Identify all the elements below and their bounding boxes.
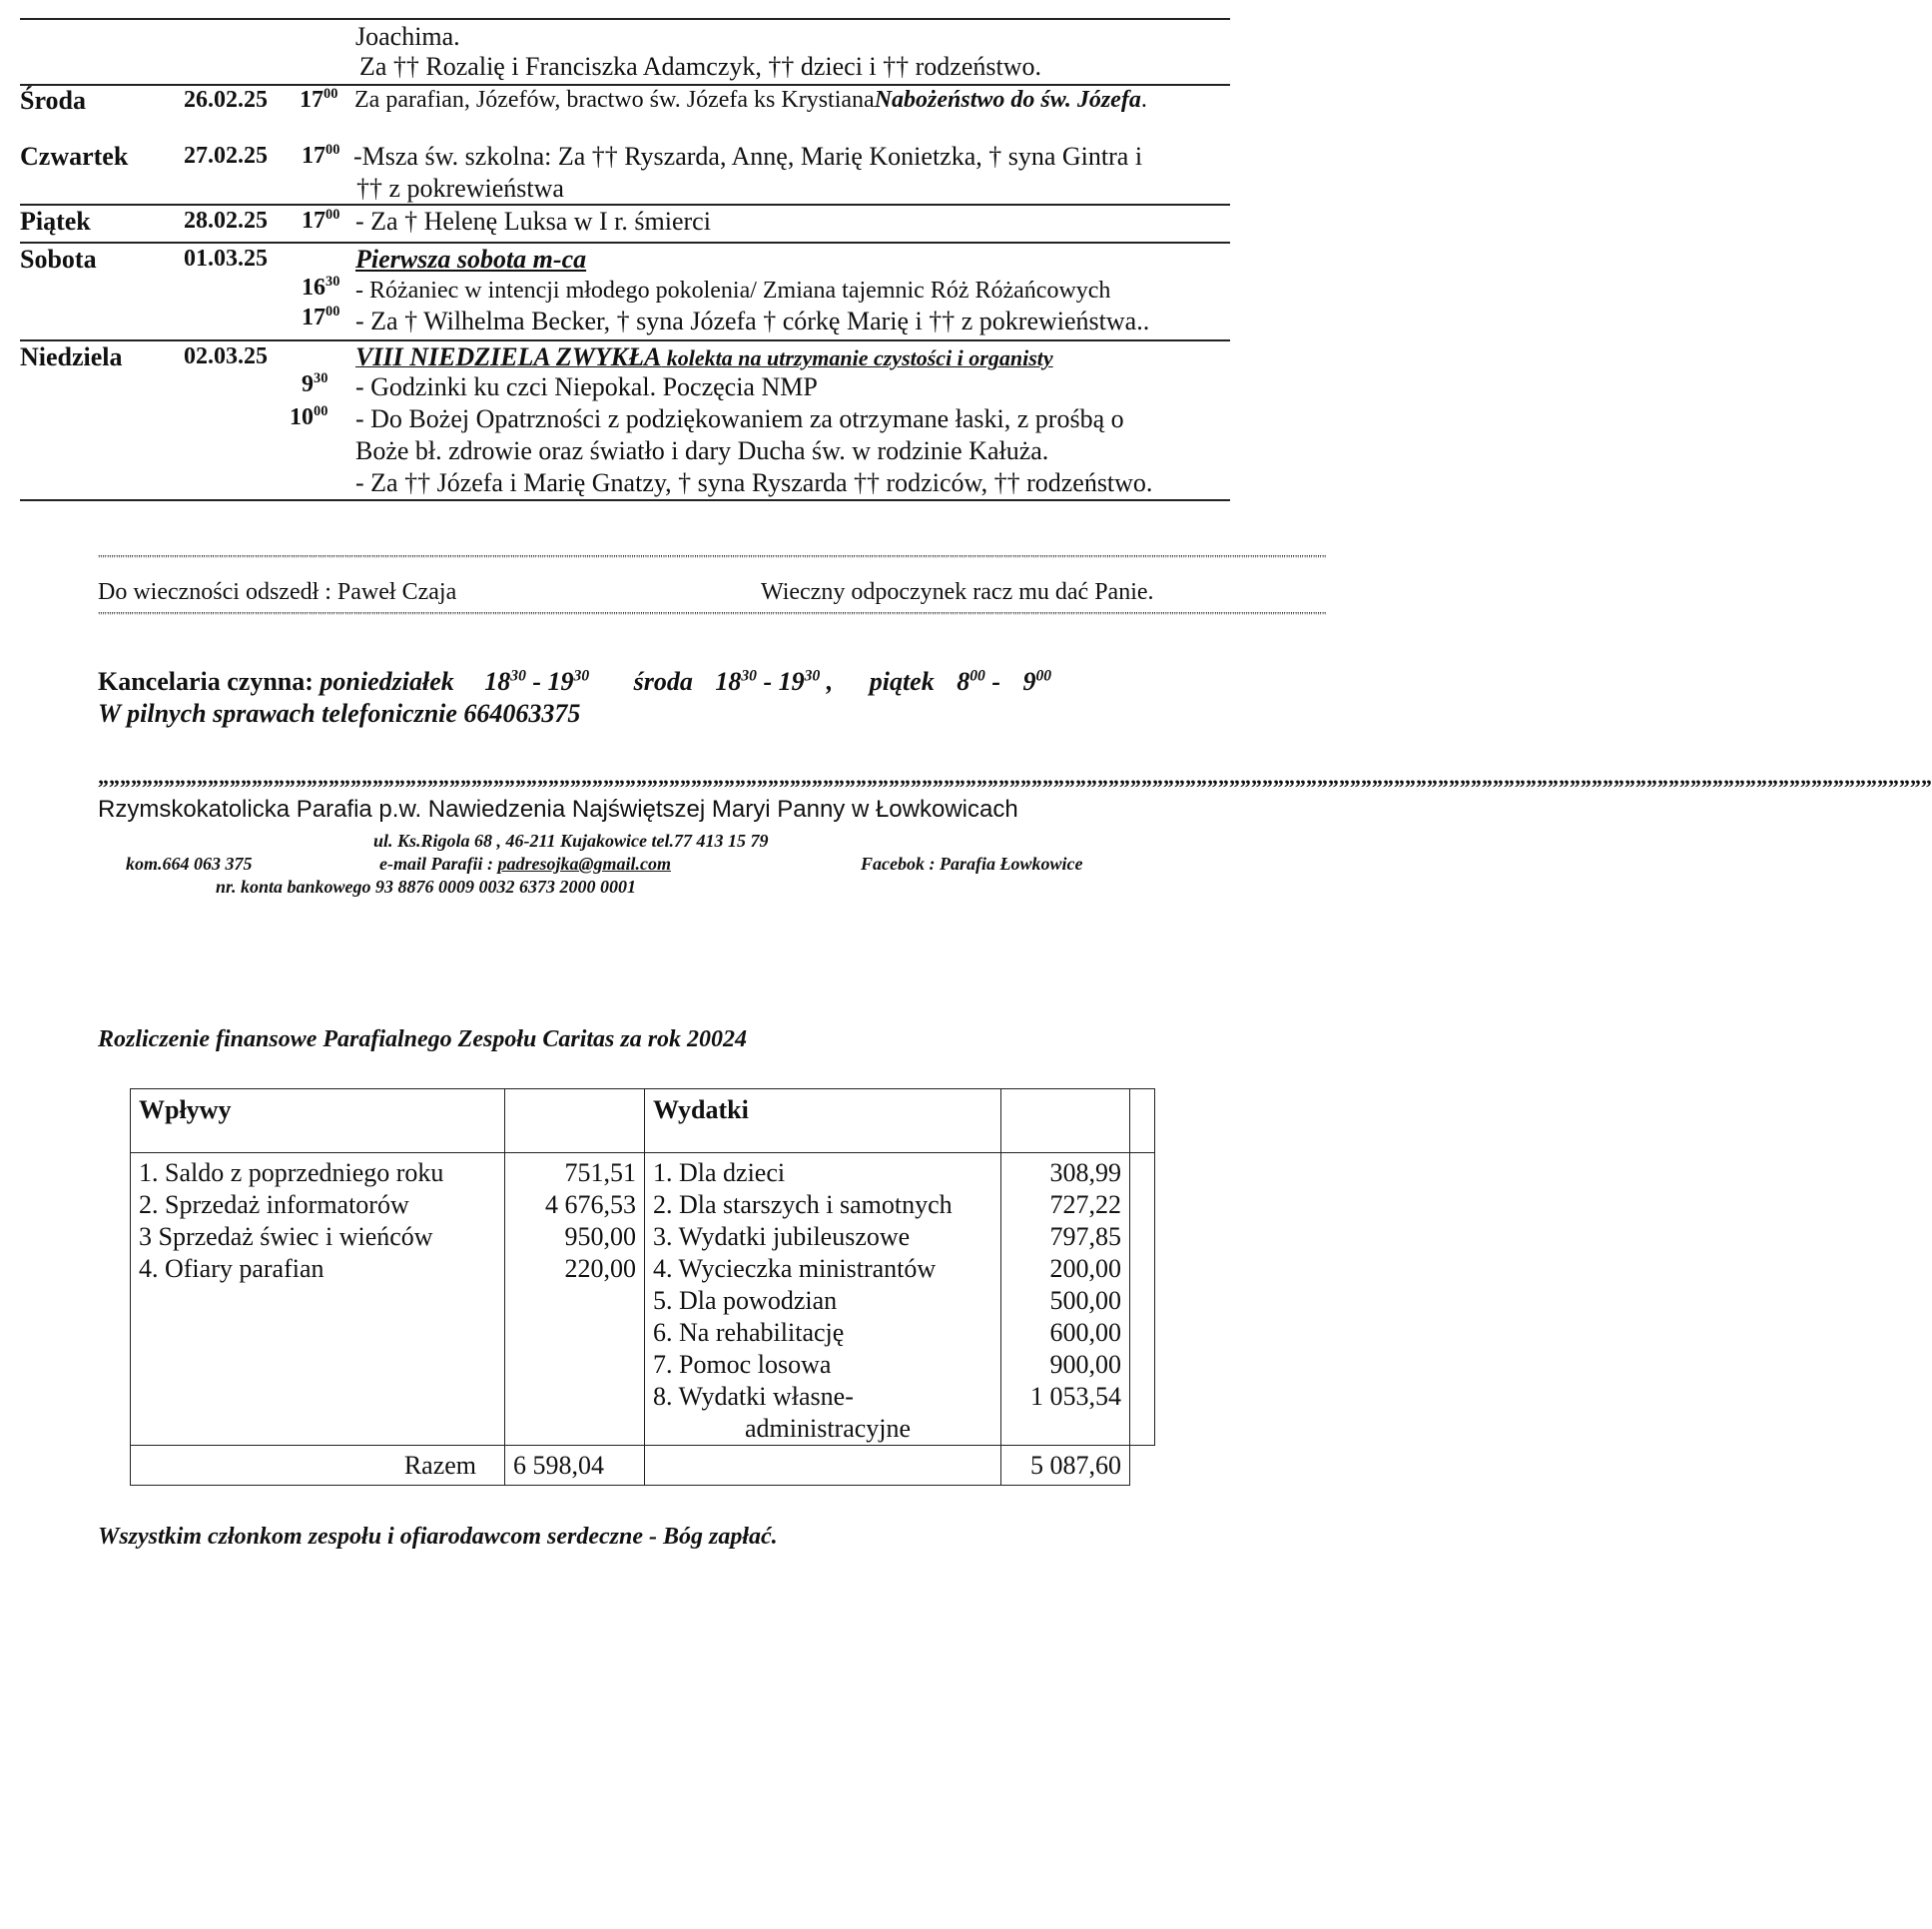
income-value: 751,51 bbox=[564, 1158, 636, 1187]
rule-fri bbox=[20, 204, 1230, 206]
sun-text-4: - Za †† Józefa i Marię Gnatzy, † syna Ryszarda †† rodziców, †† rodzeństwo. bbox=[355, 468, 1153, 497]
income-item: 2. Sprzedaż informatorów bbox=[139, 1190, 409, 1219]
sun-text-2: - Do Bożej Opatrzności z podziękowaniem za otrzymane łaski, z prośbą o bbox=[355, 404, 1124, 433]
expense-value: 600,00 bbox=[1049, 1318, 1121, 1347]
rule-top bbox=[20, 18, 1230, 20]
expense-value: 500,00 bbox=[1049, 1286, 1121, 1315]
carry-line-1: Joachima. bbox=[355, 22, 460, 51]
death-right: Wieczny odpoczynek racz mu dać Panie. bbox=[761, 579, 1154, 605]
income-value: 4 676,53 bbox=[545, 1190, 636, 1219]
thu-date: 27.02.25 bbox=[184, 143, 268, 169]
expense-item: 7. Pomoc losowa bbox=[653, 1350, 832, 1379]
thu-time: $17^{00}$ bbox=[302, 142, 340, 169]
death-left: Do wieczności odszedł : Paweł Czaja bbox=[98, 579, 457, 605]
sat-title: Pierwsza sobota m-ca bbox=[355, 245, 587, 274]
income-header: Wpływy bbox=[131, 1089, 505, 1153]
sat-time-2: $17^{00}$ bbox=[302, 304, 340, 330]
parish-email-line: e-mail Parafii : padresojka@gmail.com bbox=[379, 854, 671, 874]
rule-bottom bbox=[20, 499, 1230, 501]
expense-value: 1 053,54 bbox=[1030, 1382, 1121, 1411]
sat-text-2: - Za † Wilhelma Becker, † syna Józefa † córkę Marię i †† z pokrewieństwa.. bbox=[355, 307, 1150, 335]
rule-sat bbox=[20, 242, 1230, 244]
comma-rule: „„„„„„„„„„„„„„„„„„„„„„„„„„„„„„„„„„„„„„„„„„„„„„„„„„„„„„„„„„„„„„„„„„„„„„„„„„„„„„„„„„„„„„„„„„„„„„„„„„„„„„„„„„„„„„„„„„„„„„„„„„„„„„„„„„„„„„„„„„„„„„„„„„„„„„„„„„„„„„„„„„„„„„„ bbox=[98, 764, 1932, 789]
income-value: 950,00 bbox=[564, 1222, 636, 1251]
expense-item: 2. Dla starszych i samotnych bbox=[653, 1190, 953, 1219]
expense-header: Wydatki bbox=[645, 1089, 1001, 1153]
death-notice bbox=[98, 579, 1236, 606]
income-item: 4. Ofiary parafian bbox=[139, 1254, 324, 1283]
sat-day: Sobota bbox=[20, 245, 97, 274]
thu-text-2: †† z pokrewieństwa bbox=[356, 174, 564, 203]
spare-header bbox=[1130, 1089, 1155, 1153]
total-income: 6 598,04 bbox=[505, 1446, 645, 1486]
rule-wed bbox=[20, 84, 1230, 86]
parish-kom: kom.664 063 375 bbox=[126, 854, 253, 874]
income-value: 220,00 bbox=[564, 1254, 636, 1283]
income-header-value bbox=[505, 1089, 645, 1153]
spare-body bbox=[1130, 1153, 1155, 1446]
parish-email-link[interactable]: padresojka@gmail.com bbox=[497, 854, 671, 874]
expense-values-cell bbox=[1001, 1153, 1130, 1446]
parish-address: ul. Ks.Rigola 68 , 46-211 Kujakowice tel.77 413 15 79 bbox=[373, 831, 769, 851]
expense-item: 8. Wydatki własne- bbox=[653, 1382, 854, 1411]
finance-title: Rozliczenie finansowe Parafialnego Zespołu Caritas za rok 20024 bbox=[98, 1026, 748, 1052]
expense-item-cont: administracyjne bbox=[745, 1414, 912, 1443]
rule-sun bbox=[20, 339, 1230, 341]
sat-time-1: $16^{30}$ bbox=[302, 274, 340, 301]
dotted-rule-bottom: """""""""""""""""""""""""""""""""""""""""""""""""""""""""""""""""""""""""""""""""""""""""""""""""""""""""""""""""""""""""""""""""""""""""""""""""""""""""""""""""""""""""""""""""""""""""""""""""""""""""""""""""""""""""""""""""""""""""""""""""""""""""""""""""""""""""""""""""" bbox=[98, 610, 1327, 622]
expense-value: 308,99 bbox=[1049, 1158, 1121, 1187]
office-hours: Kancelaria czynna: poniedziałek $18^{30} - 19^{30}$ środa $18^{30} - 19^{30}$ , piątek $8^{00} - 9^{00}$ bbox=[98, 667, 1052, 696]
expense-item: 4. Wycieczka ministrantów bbox=[653, 1254, 937, 1283]
expense-value: 200,00 bbox=[1049, 1254, 1121, 1283]
sun-date: 02.03.25 bbox=[184, 343, 268, 369]
expense-item: 3. Wydatki jubileuszowe bbox=[653, 1222, 911, 1251]
parish-facebook: Facebok : Parafia Łowkowice bbox=[861, 854, 1083, 874]
wed-day: Środa bbox=[20, 86, 86, 115]
expense-item: 5. Dla powodzian bbox=[653, 1286, 838, 1315]
fri-text: - Za † Helenę Luksa w I r. śmierci bbox=[355, 207, 711, 236]
parish-account: nr. konta bankowego 93 8876 0009 0032 6373 2000 0001 bbox=[216, 877, 637, 897]
expense-item: 1. Dla dzieci bbox=[653, 1158, 786, 1187]
parish-name: Rzymskokatolicka Parafia p.w. Nawiedzenia Najświętszej Maryi Panny w Łowkowicach bbox=[98, 796, 1018, 823]
spare-total bbox=[1130, 1446, 1155, 1486]
sun-time-1: $9^{30}$ bbox=[302, 370, 328, 397]
wed-text: Za parafian, Józefów, bractwo św. Józefa ks KrystianaNabożeństwo do św. Józefa. bbox=[354, 87, 1147, 113]
total-expense: 5 087,60 bbox=[1001, 1446, 1130, 1486]
sat-text-1: - Różaniec w intencji młodego pokolenia/ Zmiana tajemnic Róż Różańcowych bbox=[355, 278, 1111, 304]
finance-thanks: Wszystkim członkom zespołu i ofiarodawcom serdeczne - Bóg zapłać. bbox=[98, 1524, 778, 1550]
income-values-cell bbox=[505, 1153, 645, 1446]
expense-items-cell bbox=[645, 1153, 1001, 1446]
sun-text-3: Boże bł. zdrowie oraz światło i dary Ducha św. w rodzinie Kałuża. bbox=[355, 436, 1049, 465]
thu-text-1: -Msza św. szkolna: Za †† Ryszarda, Annę, Marię Konietzka, † syna Gintra i bbox=[353, 142, 1143, 171]
income-item: 3 Sprzedaż świec i wieńców bbox=[139, 1222, 433, 1251]
fri-day: Piątek bbox=[20, 207, 91, 236]
wed-time: $17^{00}$ bbox=[300, 86, 338, 113]
sun-time-2: $10^{00}$ bbox=[290, 403, 328, 430]
sun-title: VIII NIEDZIELA ZWYKŁA kolekta na utrzymanie czystości i organisty bbox=[355, 342, 1053, 371]
expense-header-value bbox=[1001, 1089, 1130, 1153]
fri-date: 28.02.25 bbox=[184, 208, 268, 234]
finance-table bbox=[130, 1088, 1155, 1486]
expense-item: 6. Na rehabilitację bbox=[653, 1318, 845, 1347]
income-item: 1. Saldo z poprzedniego roku bbox=[139, 1158, 444, 1187]
expense-value: 727,22 bbox=[1049, 1190, 1121, 1219]
sat-date: 01.03.25 bbox=[184, 246, 268, 272]
income-items-cell bbox=[131, 1153, 505, 1446]
dotted-rule-top: """""""""""""""""""""""""""""""""""""""""""""""""""""""""""""""""""""""""""""""""""""""""""""""""""""""""""""""""""""""""""""""""""""""""""""""""""""""""""""""""""""""""""""""""""""""""""""""""""""""""""""""""""""""""""""""""""""""""""""""""""""""""""""""""""""""""""""""""" bbox=[98, 553, 1327, 565]
expense-value: 900,00 bbox=[1049, 1350, 1121, 1379]
sun-day: Niedziela bbox=[20, 342, 123, 371]
fri-time: $17^{00}$ bbox=[302, 207, 340, 234]
total-empty bbox=[645, 1446, 1001, 1486]
total-label: Razem bbox=[131, 1446, 505, 1486]
sun-text-1: - Godzinki ku czci Niepokal. Poczęcia NMP bbox=[355, 372, 818, 401]
wed-date: 26.02.25 bbox=[184, 87, 268, 113]
carry-line-2: Za †† Rozalię i Franciszka Adamczyk, †† dzieci i †† rodzeństwo. bbox=[359, 52, 1042, 81]
expense-value: 797,85 bbox=[1049, 1222, 1121, 1251]
office-phone: W pilnych sprawach telefonicznie 664063375 bbox=[98, 699, 581, 728]
thu-day: Czwartek bbox=[20, 142, 129, 171]
